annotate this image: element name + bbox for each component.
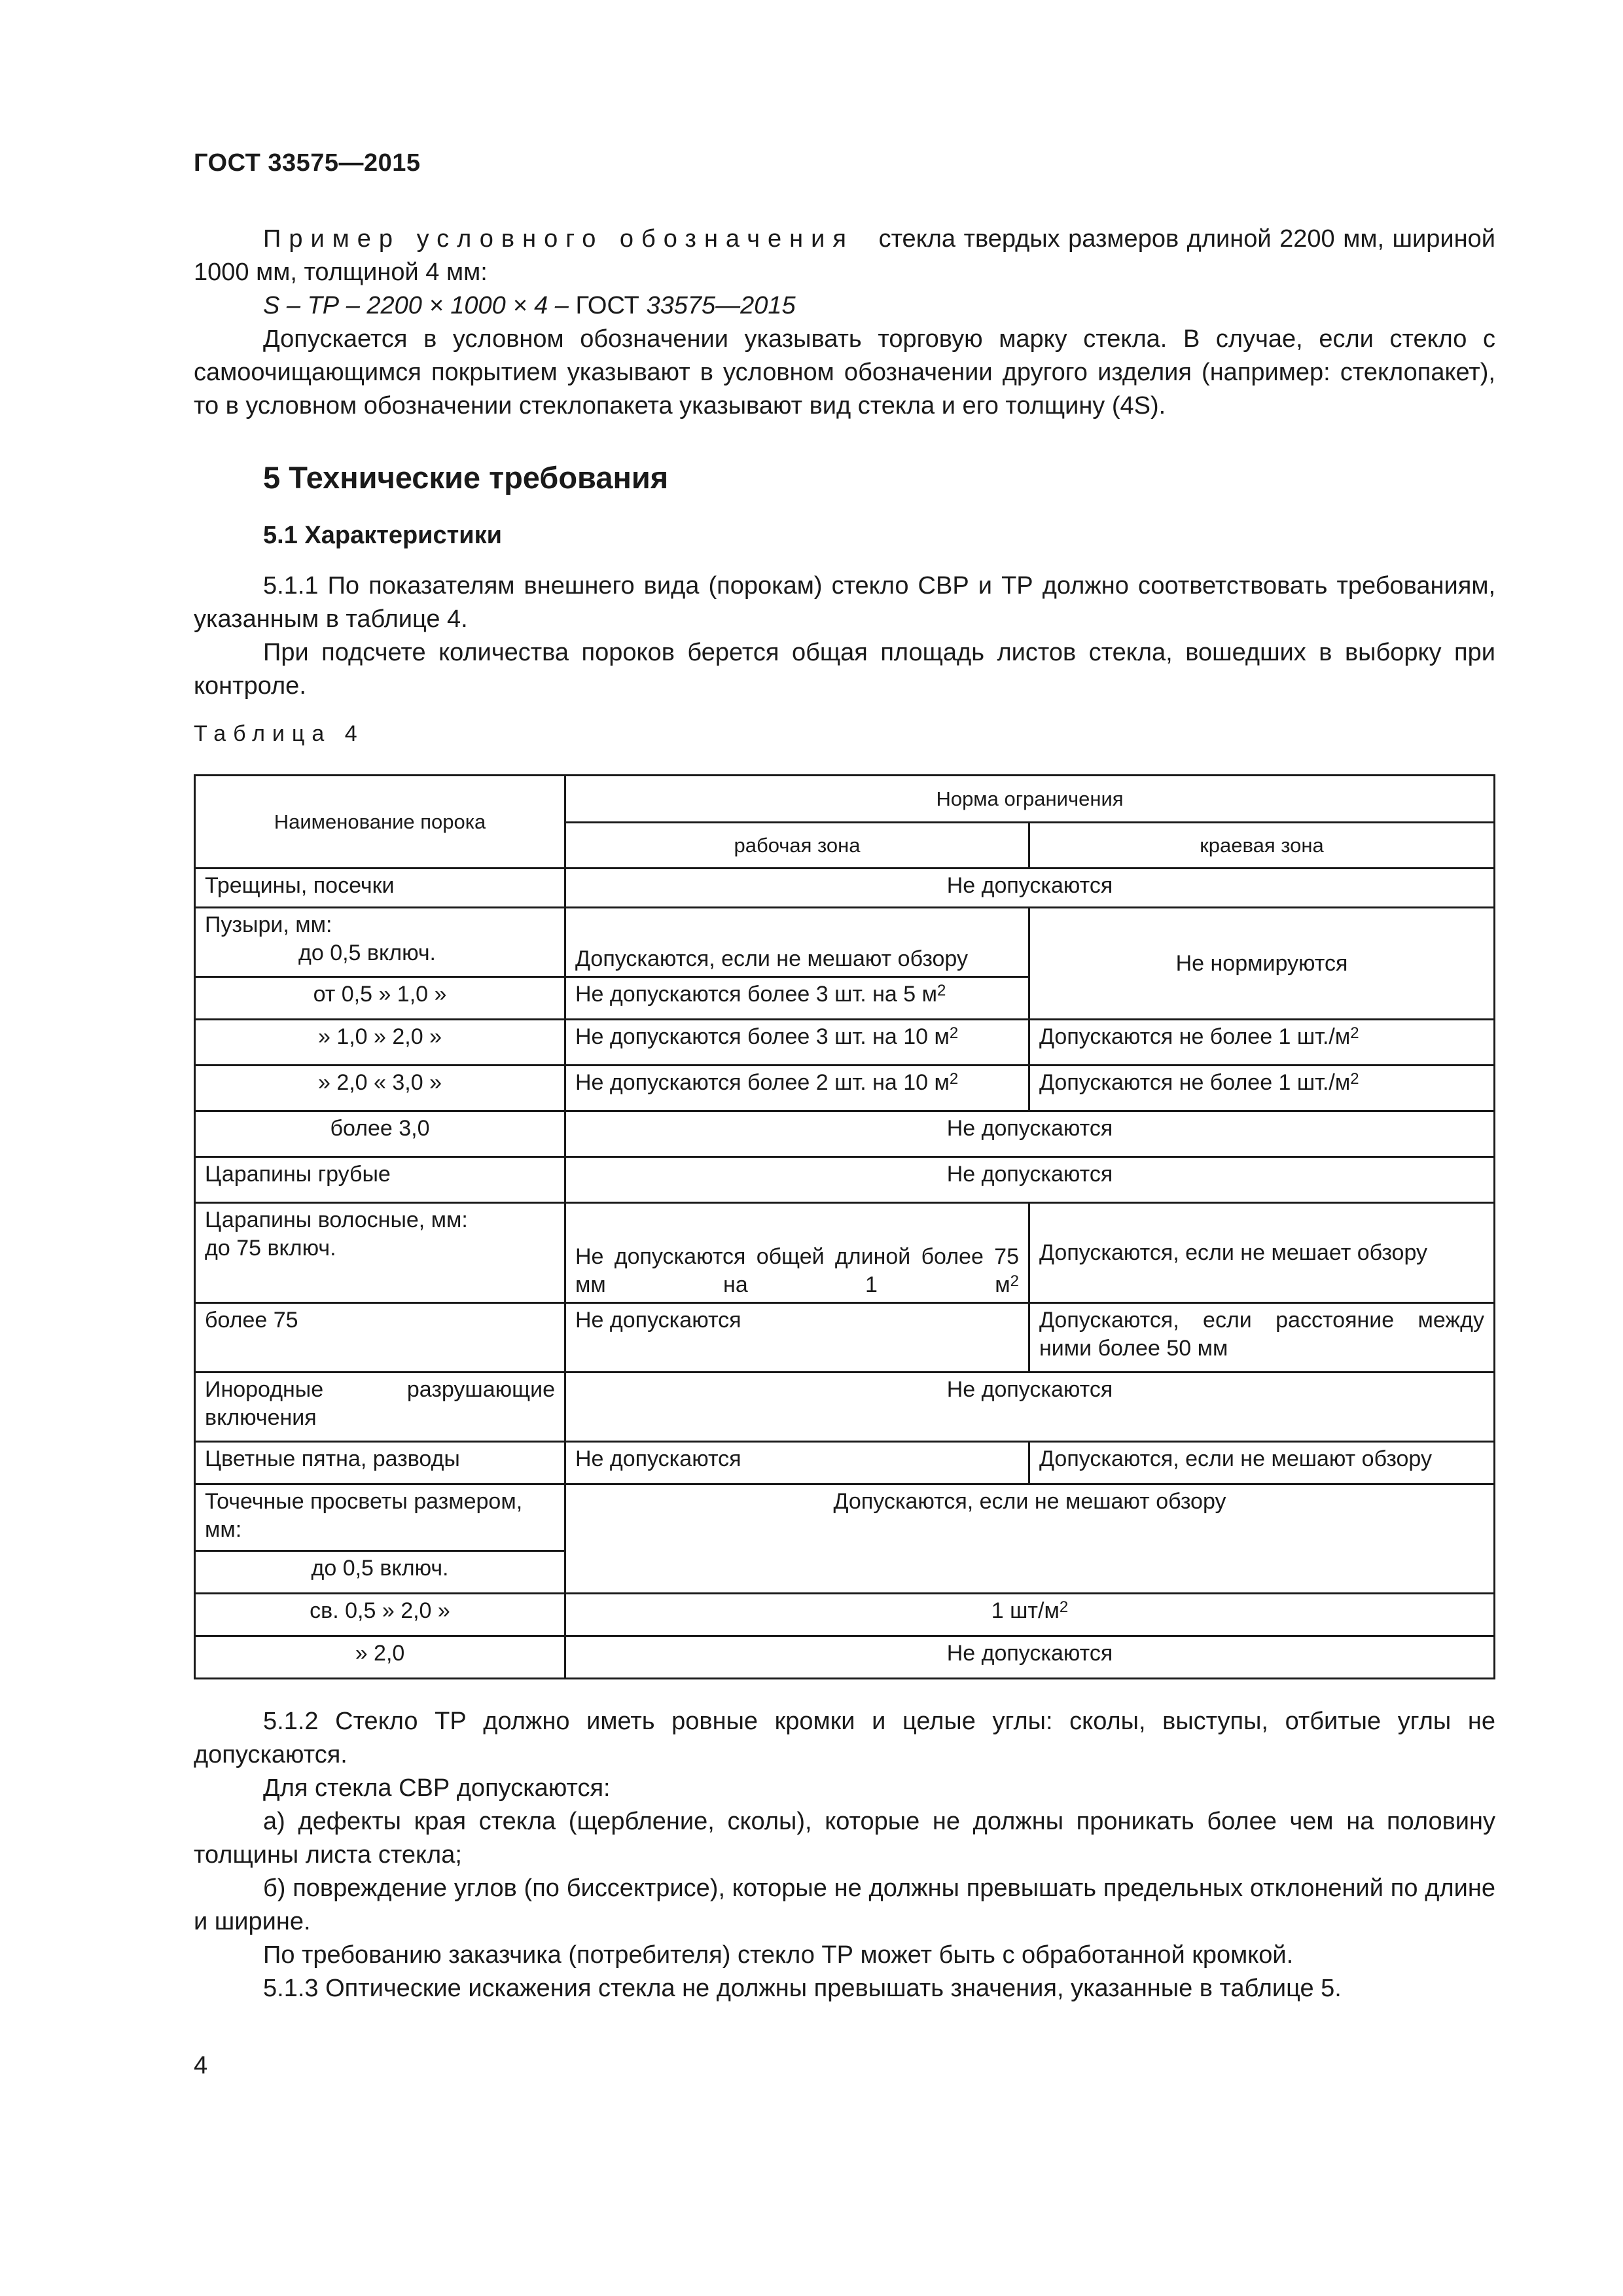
cell-scratch-rough-norm: Не допускаются: [565, 1157, 1495, 1203]
cell-b5: более 3,0: [195, 1111, 565, 1157]
cell-inclusions: Инородные разрушающие включения: [195, 1372, 565, 1442]
table-row: [195, 1594, 1495, 1636]
header-norm: Норма ограничения: [565, 776, 1495, 823]
table-row: [195, 1484, 1495, 1551]
header-edge-zone: краевая зона: [1029, 823, 1495, 869]
paragraph-defect-count: При подсчете количества пороков берется общая площадь листов стекла, вошедших в выборку при контроле.: [194, 639, 1495, 700]
header-defect-name: Наименование порока: [195, 776, 565, 869]
cell-cracks-norm: Не допускаются: [565, 869, 1495, 908]
cell-p2: св. 0,5 » 2,0 »: [195, 1594, 565, 1636]
table-row: [195, 1066, 1495, 1111]
paragraph-svr: Для стекла СВР допускаются:: [263, 1774, 611, 1802]
table-row: [195, 1157, 1495, 1203]
document-header: ГОСТ 33575—2015: [194, 149, 421, 177]
table-row: [195, 776, 1495, 823]
cell-b3: » 1,0 » 2,0 »: [195, 1020, 565, 1066]
cell-spots-work: Не допускаются: [565, 1442, 1029, 1484]
section-5-title: 5 Технические требования: [263, 460, 669, 495]
b4-work-text: Не допускаются более 2 шт. на 10 м: [575, 1070, 950, 1095]
cell-sh2-work: Не допускаются: [565, 1303, 1029, 1372]
trademark-note: Допускается в условном обозначении указывать торговую марку стекла. В случае, если стекло с самоочищающимся покрытием указывают в условном обозначении другого изделия (например: стеклопакет), то в условном обозначении стеклопакета указывают вид стекла и его толщину (4S).: [194, 325, 1495, 420]
table-row: [195, 1111, 1495, 1157]
bubbles-label: Пузыри, мм:: [205, 912, 332, 937]
table-4-caption: Таблица 4: [194, 721, 365, 746]
cell-b2-work: [565, 977, 1029, 1020]
paragraph-b: б) повреждение углов (по биссектрисе), которые не должны превышать предельных отклонений по длине и ширине.: [194, 1874, 1495, 1935]
paragraph-5-1-2: 5.1.2 Стекло ТР должно иметь ровные кромки и целые углы: сколы, выступы, отбитые углы не допускаются.: [194, 1708, 1495, 1768]
cell-cracks: Трещины, посечки: [195, 869, 565, 908]
table-row: [195, 1442, 1495, 1484]
cell-b5-norm: Не допускаются: [565, 1111, 1495, 1157]
cell-points-norm: Допускаются, если не мешают обзору: [565, 1484, 1495, 1594]
scratch-hair-range-1: до 75 включ.: [205, 1236, 336, 1261]
designation-line: [194, 289, 1495, 323]
b2-work-text: Не допускаются более 3 шт. на 5 м: [575, 982, 937, 1007]
after-table-block: [194, 1705, 1495, 2005]
sup: 2: [1350, 1070, 1359, 1088]
designation-number: 33575—2015: [646, 292, 796, 319]
b3-work-text: Не допускаются более 3 шт. на 10 м: [575, 1024, 950, 1049]
cell-sh1-edge: Допускаются, если не мешает обзору: [1029, 1203, 1495, 1303]
table-row: [195, 869, 1495, 908]
cell-sh2-edge: Допускаются, если расстояние между ними более 50 мм: [1029, 1303, 1495, 1372]
table-row: [195, 1636, 1495, 1679]
p2-norm-text: 1 шт/м: [991, 1598, 1060, 1623]
page-number: 4: [194, 2052, 208, 2079]
sup: 2: [1010, 1272, 1019, 1290]
example-text: стекла твердых размеров длиной 2200 мм, шириной 1000 мм, толщиной 4 мм:: [194, 225, 1495, 286]
cell-b3-work: [565, 1020, 1029, 1066]
bubbles-range-1: до 0,5 включ.: [298, 941, 436, 965]
example-paragraph: [194, 223, 1495, 289]
paragraph-5-1-3: 5.1.3 Оптические искажения стекла не должны превышать значения, указанные в таблице 5.: [263, 1975, 1342, 2002]
example-label: Пример условного обозначения: [263, 225, 854, 253]
cell-sh1-work: [565, 1203, 1029, 1303]
designation-gost: ГОСТ: [575, 292, 639, 319]
cell-sh2: более 75: [195, 1303, 565, 1372]
table-row: [195, 1372, 1495, 1442]
cell-inclusions-norm: Не допускаются: [565, 1372, 1495, 1442]
sh1-work-text: Не допускаются общей длиной более 75 мм на 1 м: [575, 1244, 1019, 1297]
header-work-zone: рабочая зона: [565, 823, 1029, 869]
cell-points: Точечные просветы размером, мм:: [195, 1484, 565, 1551]
table-row: [195, 908, 1495, 977]
cell-p2-norm: [565, 1594, 1495, 1636]
designation-italic: S – ТР – 2200 × 1000 × 4 –: [263, 292, 569, 319]
b4-edge-text: Допускаются не более 1 шт./м: [1039, 1070, 1351, 1095]
intro-block: [194, 223, 1495, 423]
cell-b1-work: Допускаются, если не мешают обзору: [565, 908, 1029, 977]
sup: 2: [1350, 1024, 1359, 1042]
sup: 2: [1059, 1598, 1069, 1616]
cell-b4-edge: [1029, 1066, 1495, 1111]
cell-scratch-hair: [195, 1203, 565, 1303]
table-4: [194, 774, 1495, 1679]
cell-scratch-rough: Царапины грубые: [195, 1157, 565, 1203]
cell-p3: » 2,0: [195, 1636, 565, 1679]
table-row: [195, 1203, 1495, 1303]
scratch-hair-label: Царапины волосные, мм:: [205, 1208, 468, 1232]
sup: 2: [936, 982, 946, 999]
cell-bubbles: [195, 908, 565, 977]
section-5-1-text: [194, 569, 1495, 703]
table-row: [195, 1020, 1495, 1066]
paragraph-a: а) дефекты края стекла (щербление, сколы), которые не должны проникать более чем на половину толщины листа стекла;: [194, 1808, 1495, 1869]
cell-b3-edge: [1029, 1020, 1495, 1066]
sup: 2: [949, 1070, 959, 1088]
cell-spots: Цветные пятна, разводы: [195, 1442, 565, 1484]
cell-p1: до 0,5 включ.: [195, 1551, 565, 1594]
cell-p3-norm: Не допускаются: [565, 1636, 1495, 1679]
sup: 2: [949, 1024, 959, 1042]
cell-b2: от 0,5 » 1,0 »: [195, 977, 565, 1020]
table-row: [195, 1303, 1495, 1372]
cell-b12-edge: Не нормируются: [1029, 908, 1495, 1020]
section-5-1-title: 5.1 Характеристики: [263, 522, 503, 549]
b3-edge-text: Допускаются не более 1 шт./м: [1039, 1024, 1351, 1049]
cell-spots-edge: Допускаются, если не мешают обзору: [1029, 1442, 1495, 1484]
paragraph-customer: По требованию заказчика (потребителя) стекло ТР может быть с обработанной кромкой.: [263, 1941, 1294, 1969]
paragraph-5-1-1: 5.1.1 По показателям внешнего вида (порокам) стекло СВР и ТР должно соответствовать требованиям, указанным в таблице 4.: [194, 572, 1495, 633]
cell-b4-work: [565, 1066, 1029, 1111]
cell-b4: » 2,0 « 3,0 »: [195, 1066, 565, 1111]
